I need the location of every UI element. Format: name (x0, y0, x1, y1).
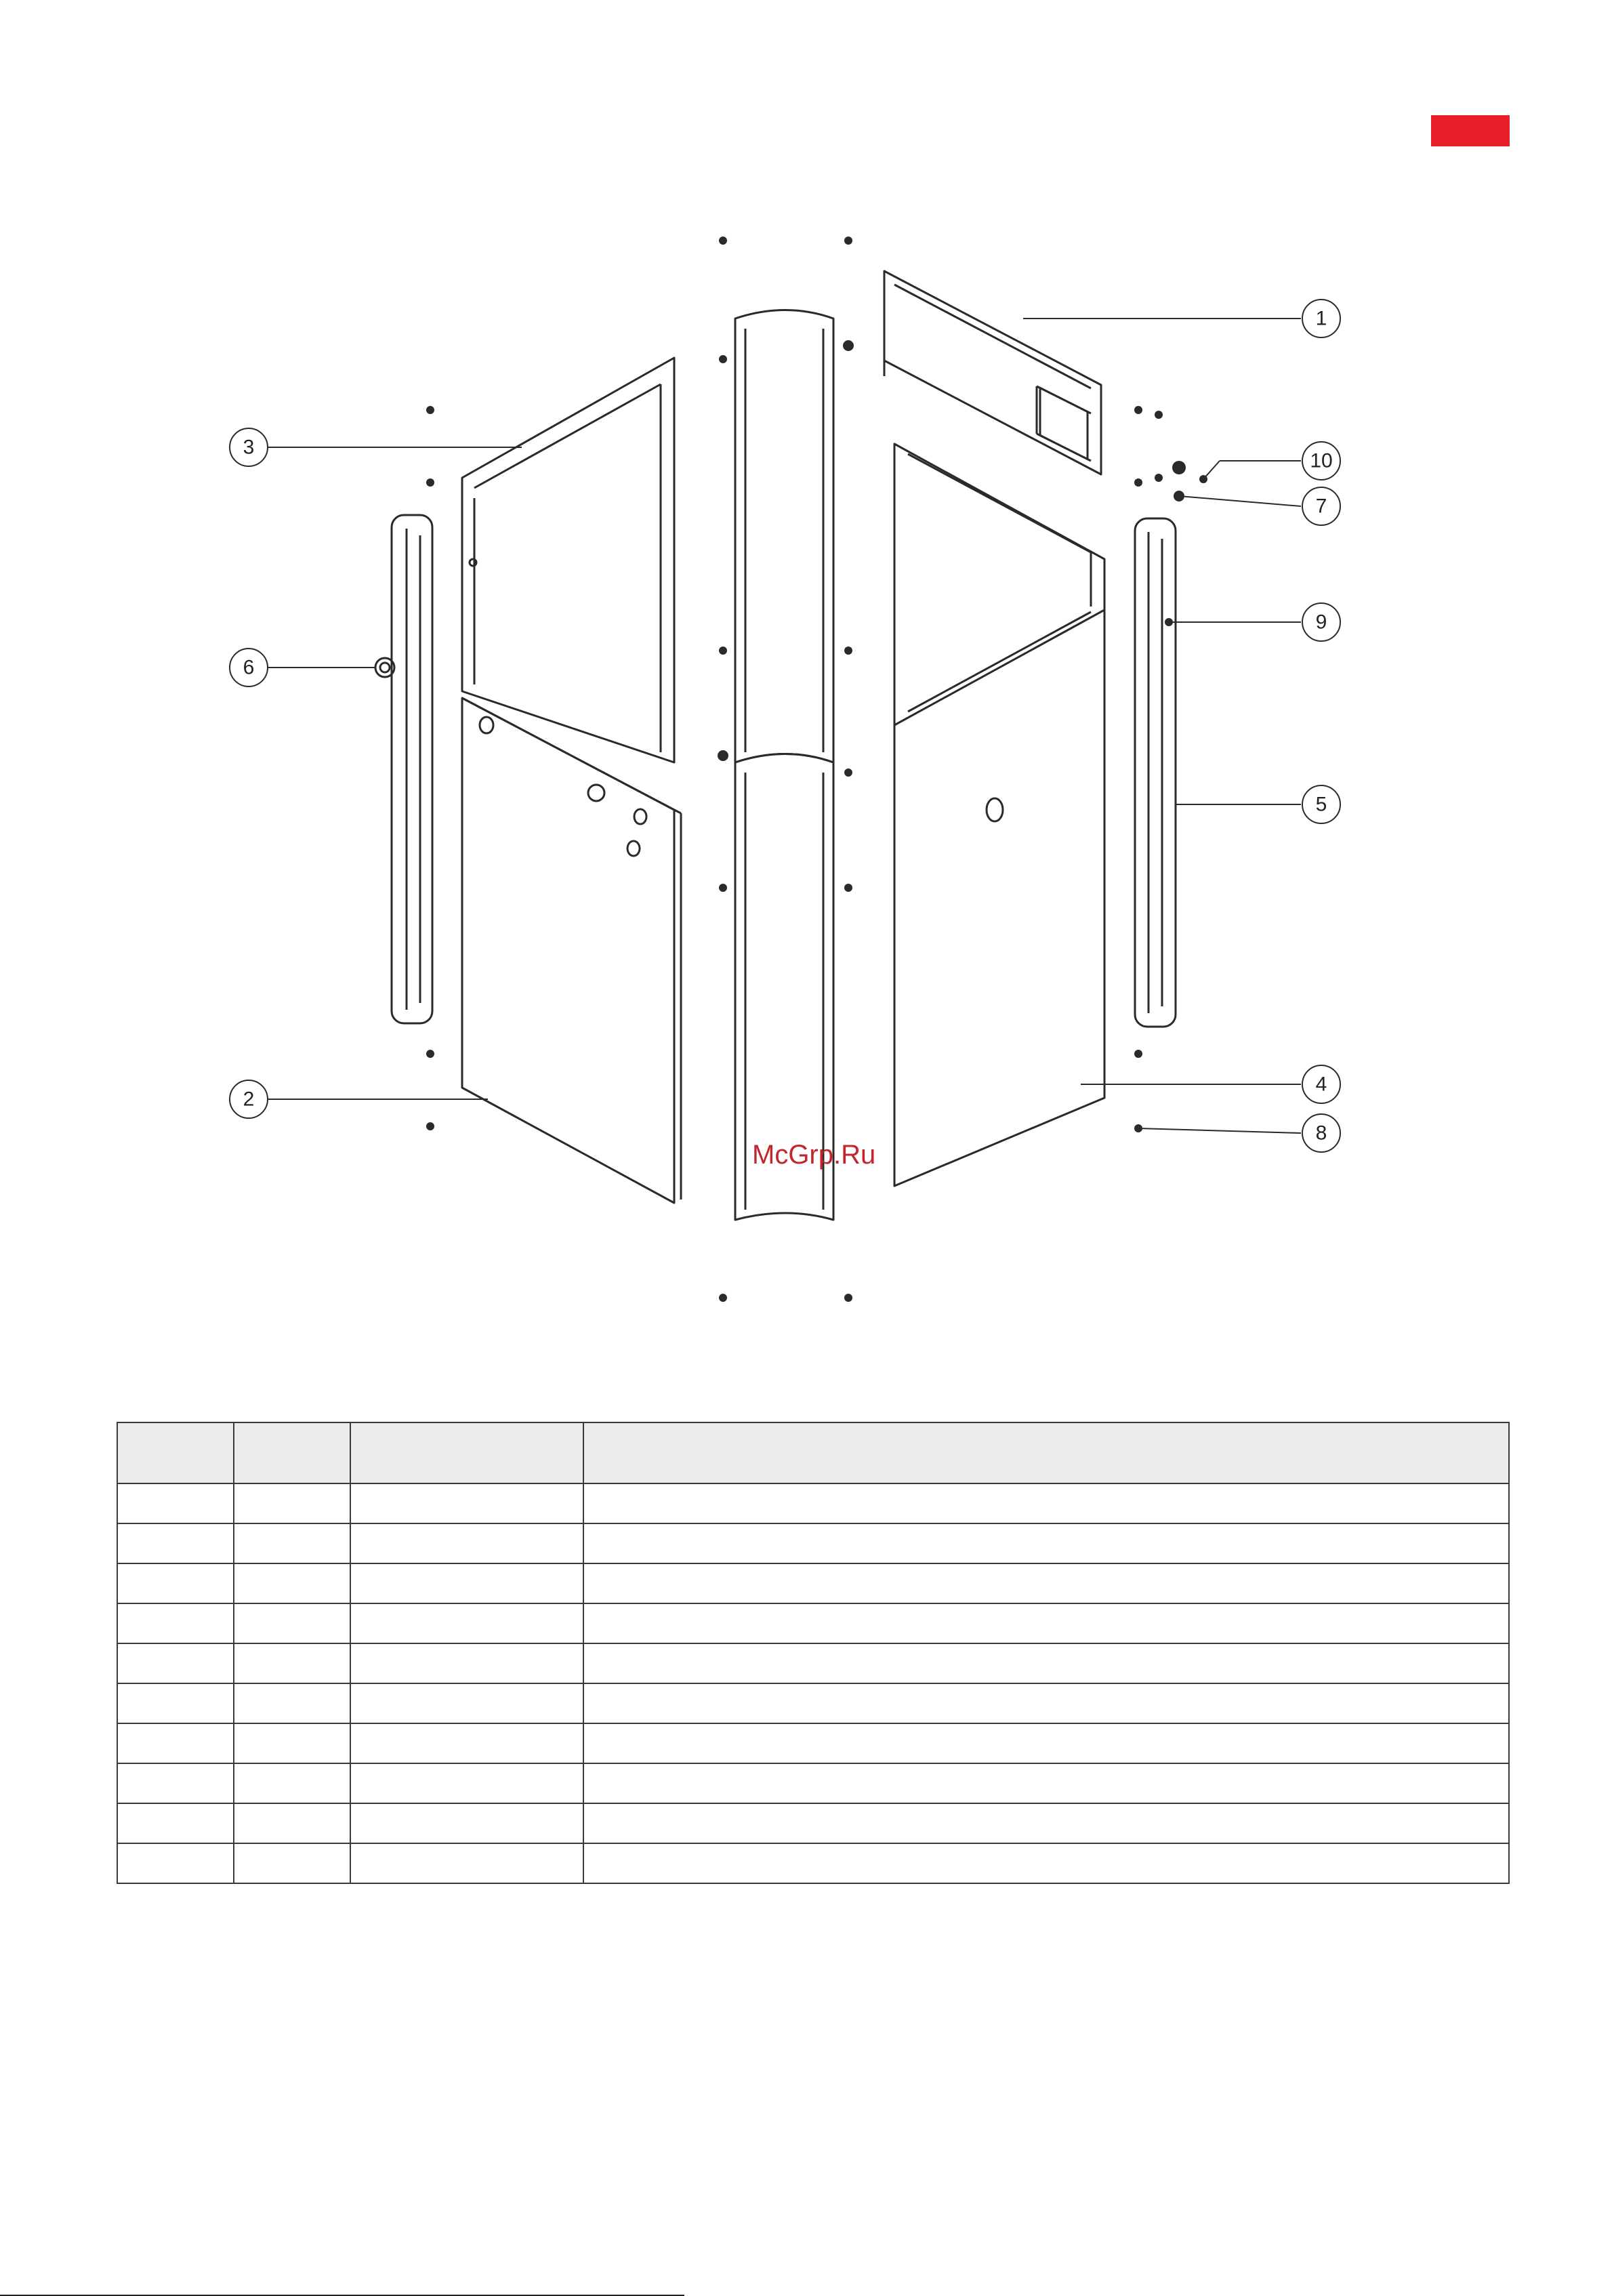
table-cell (117, 1763, 234, 1803)
callout-1: 1 (1315, 307, 1327, 330)
part-upper-left-frame (462, 358, 674, 810)
table-cell (350, 1723, 583, 1763)
table-cell (117, 1603, 234, 1643)
table-cell (117, 1683, 234, 1723)
callout-5: 5 (1315, 793, 1327, 816)
table-cell (350, 1523, 583, 1563)
part-left-side-bar (375, 515, 432, 1023)
table-cell (583, 1843, 1509, 1883)
table-cell (583, 1683, 1509, 1723)
table-cell (234, 1723, 350, 1763)
header-cell (234, 1422, 350, 1483)
leader-lines (268, 319, 1301, 1133)
table-cell (583, 1643, 1509, 1683)
part-right-side-bar (1135, 518, 1176, 1027)
table-cell (234, 1763, 350, 1803)
table-row (117, 1763, 1509, 1803)
table-cell (234, 1483, 350, 1523)
callout-4: 4 (1315, 1073, 1327, 1096)
table-cell (117, 1523, 234, 1563)
table-cell (583, 1803, 1509, 1843)
table-cell (234, 1643, 350, 1683)
table-cell (117, 1563, 234, 1603)
table-cell (350, 1643, 583, 1683)
table-cell (117, 1483, 234, 1523)
callout-3: 3 (243, 436, 255, 459)
callout-10: 10 (1310, 449, 1333, 472)
table-row (117, 1803, 1509, 1843)
header-cell (583, 1422, 1509, 1483)
callout-8: 8 (1315, 1122, 1327, 1145)
table-cell (117, 1643, 234, 1683)
part-center-column (735, 310, 833, 1221)
part-top-cover (884, 271, 1101, 474)
table-cell (117, 1803, 234, 1843)
table-cell (350, 1763, 583, 1803)
table-row (117, 1683, 1509, 1723)
table-cell (583, 1483, 1509, 1523)
parts-table (117, 1422, 1510, 1884)
parts-table-header (117, 1422, 1509, 1483)
table-cell (234, 1843, 350, 1883)
table-cell (350, 1563, 583, 1603)
header-cell (350, 1422, 583, 1483)
table-cell (117, 1843, 234, 1883)
table-cell (583, 1523, 1509, 1563)
table-row (117, 1523, 1509, 1563)
watermark-text: McGrp.Ru (752, 1140, 876, 1170)
table-cell (234, 1803, 350, 1843)
callout-2: 2 (243, 1088, 255, 1111)
table-cell (350, 1683, 583, 1723)
table-cell (350, 1603, 583, 1643)
table-cell (117, 1723, 234, 1763)
table-cell (350, 1843, 583, 1883)
table-cell (583, 1763, 1509, 1803)
table-cell (583, 1723, 1509, 1763)
table-cell (234, 1563, 350, 1603)
table-row (117, 1723, 1509, 1763)
table-row (117, 1843, 1509, 1883)
table-row (117, 1643, 1509, 1683)
table-cell (234, 1523, 350, 1563)
table-cell (234, 1603, 350, 1643)
callout-6: 6 (243, 656, 255, 679)
table-row (117, 1483, 1509, 1523)
table-cell (234, 1683, 350, 1723)
callout-circles (230, 300, 1340, 1152)
callout-7: 7 (1315, 495, 1327, 518)
table-cell (583, 1603, 1509, 1643)
part-right-panel (894, 444, 1104, 1186)
table-row (117, 1603, 1509, 1643)
part-lower-left-panel (462, 698, 681, 1203)
table-cell (350, 1803, 583, 1843)
table-cell (350, 1483, 583, 1523)
table-cell (583, 1563, 1509, 1603)
table-row (117, 1563, 1509, 1603)
header-cell (117, 1422, 234, 1483)
callout-9: 9 (1315, 611, 1327, 634)
